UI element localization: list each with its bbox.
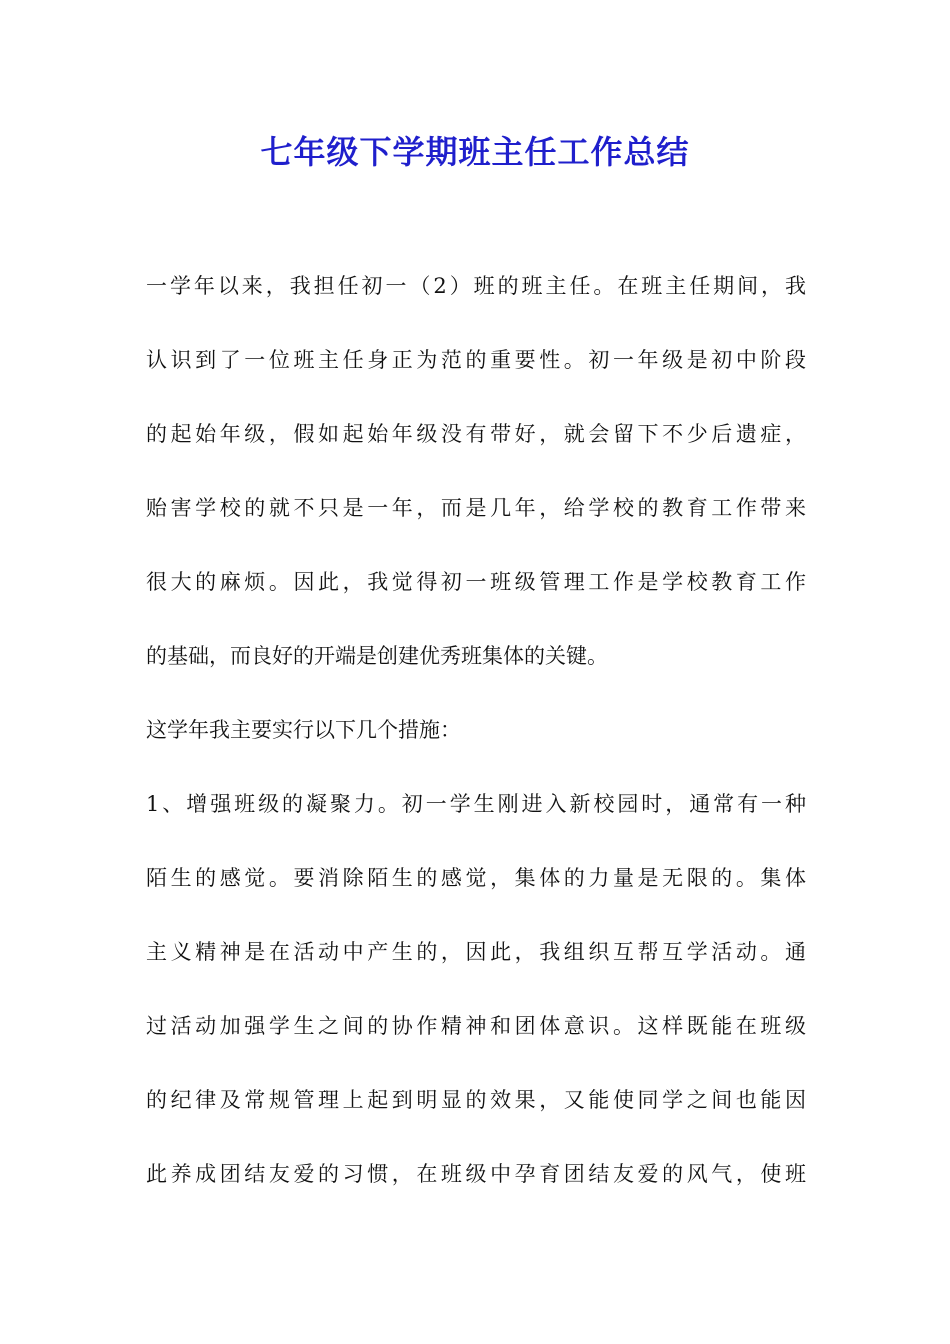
body-line: 陌生的感觉。要消除陌生的感觉，集体的力量是无限的。集体 [146, 866, 806, 890]
body-line: 很大的麻烦。因此，我觉得初一班级管理工作是学校教育工作 [146, 570, 806, 594]
body-line: 认识到了一位班主任身正为范的重要性。初一年级是初中阶段 [146, 348, 806, 372]
body-line: 贻害学校的就不只是一年，而是几年，给学校的教育工作带来 [146, 496, 806, 520]
document-title: 七年级下学期班主任工作总结 [260, 133, 690, 171]
body-line: 1、增强班级的凝聚力。初一学生刚进入新校园时，通常有一种 [146, 792, 806, 816]
document-body [146, 260, 806, 1222]
body-line: 过活动加强学生之间的协作精神和团体意识。这样既能在班级 [146, 1014, 806, 1038]
body-line: 一学年以来，我担任初一（2）班的班主任。在班主任期间，我 [146, 274, 806, 298]
body-line: 主义精神是在活动中产生的，因此，我组织互帮互学活动。通 [146, 940, 806, 964]
body-line: 此养成团结友爱的习惯，在班级中孕育团结友爱的风气，使班 [146, 1162, 806, 1186]
body-line: 的起始年级，假如起始年级没有带好，就会留下不少后遗症， [146, 422, 806, 446]
body-line: 的基础，而良好的开端是创建优秀班集体的关键。 [146, 644, 608, 668]
body-line: 这学年我主要实行以下几个措施： [146, 718, 461, 742]
body-line: 的纪律及常规管理上起到明显的效果，又能使同学之间也能因 [146, 1088, 806, 1112]
